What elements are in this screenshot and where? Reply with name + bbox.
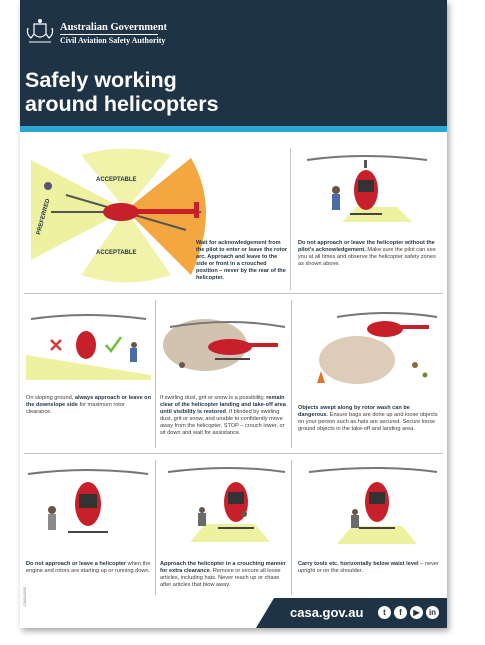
rotor-wash-illustration xyxy=(297,305,442,390)
header-divider xyxy=(60,34,158,35)
caption-bold: remain clear of the helicopter landing and take-off area until visibility is restored xyxy=(160,395,286,415)
label-preferred: PREFERRED xyxy=(36,198,52,236)
government-name: Australian Government xyxy=(60,22,168,33)
caption-bold: always approach or leave on the downslope side xyxy=(26,395,151,408)
sloping-ground-illustration xyxy=(26,305,151,380)
divider xyxy=(24,293,443,294)
caption-pilot-acknowledgement xyxy=(196,240,288,282)
facebook-icon[interactable]: f xyxy=(394,606,407,619)
divider xyxy=(155,300,156,448)
helicopter-tail xyxy=(136,209,196,214)
caption-text: Make sure the pilot can see you at all times and observe the helicopter safety zones as shown above. xyxy=(298,247,436,267)
poster xyxy=(20,0,447,628)
helicopter-fin xyxy=(194,202,199,218)
check-mark-icon xyxy=(106,337,121,351)
traffic-cone-icon xyxy=(317,371,325,383)
caption-text: when the engine and rotors are starting up or running down. xyxy=(26,561,151,574)
caption-pilot-visibility xyxy=(298,240,440,268)
divider xyxy=(291,300,292,448)
divider xyxy=(291,460,292,595)
footer-angle xyxy=(256,598,274,628)
caption-carry-tools xyxy=(298,561,440,575)
linkedin-icon[interactable]: in xyxy=(426,606,439,619)
divider xyxy=(290,148,291,290)
startup-rotors-illustration xyxy=(26,462,151,552)
title-line-1: Safely working xyxy=(25,68,177,92)
footer-white-area xyxy=(20,598,256,628)
agency-name: Civil Aviation Safety Authority xyxy=(60,36,166,45)
header-accent-stripe xyxy=(20,126,447,132)
carrying-tools-illustration xyxy=(297,462,442,552)
caption-bold: Carry tools etc. horizontally below waist level xyxy=(298,561,419,567)
dust-cloud-illustration xyxy=(160,305,287,380)
divider xyxy=(24,453,443,454)
caption-text: . If blinded by swirling dust, grit or snow, and unable to confidently move away from the helicopter, STOP – crouch lower, or sit down and wait for assistance. xyxy=(160,409,285,436)
caption-sloping-ground xyxy=(26,395,151,416)
website-link[interactable]: casa.gov.au xyxy=(290,605,364,620)
document-code: CASA 00/00 xyxy=(23,586,27,606)
caption-text: On sloping ground, xyxy=(26,395,75,401)
footer-bar xyxy=(20,598,447,628)
caption-swirling-dust xyxy=(160,395,288,437)
helicopter-illustration xyxy=(302,152,437,232)
caption-bold: Do not approach or leave a helicopter xyxy=(26,561,127,567)
helicopter-cabin xyxy=(103,203,139,221)
caption-crouching xyxy=(160,561,288,589)
twitter-icon[interactable]: t xyxy=(378,606,391,619)
caption-text: If swirling dust, grit or snow is a possibility, xyxy=(160,395,267,401)
title-line-2: around helicopters xyxy=(25,92,219,116)
caption-bold: Objects swept along by rotor wash can be dangerous xyxy=(298,405,410,418)
cross-mark-icon xyxy=(51,340,61,350)
caption-startup xyxy=(26,561,151,575)
coat-of-arms-icon xyxy=(25,18,55,46)
crouching-approach-illustration xyxy=(160,462,287,552)
label-acceptable-top: ACCEPTABLE xyxy=(96,177,137,183)
caption-rotor-wash xyxy=(298,405,440,433)
youtube-icon[interactable]: ▶ xyxy=(410,606,423,619)
header-banner xyxy=(20,0,447,132)
caption-text: . Ensure bags are done up and loose objects on your person such as hats are secured. Secure loose ground objects in the take-off and landing area. xyxy=(298,412,438,432)
person-icon xyxy=(44,182,52,190)
divider xyxy=(155,460,156,595)
caption-bold: Do not approach or leave the helicopter without the pilot's acknowledgement. xyxy=(298,240,435,253)
label-acceptable-bottom: ACCEPTABLE xyxy=(96,250,137,256)
page-title xyxy=(25,68,325,116)
caption-text: – never upright or on the shoulder. xyxy=(298,561,439,574)
caption-text: for maximum rotor clearance. xyxy=(26,402,125,415)
caption-bold: Approach the helicopter in a crouching manner for extra clearance xyxy=(160,561,286,574)
caption-text: . Remove or secure all loose articles, including hats. Never reach up or chase after articles that blow away. xyxy=(160,568,281,588)
caption-text: Wait for acknowledgement from the pilot to enter or leave the rotor arc. Approach and leave to the side or front in a crouched position – never by the rear of the helicopter. xyxy=(196,240,288,281)
